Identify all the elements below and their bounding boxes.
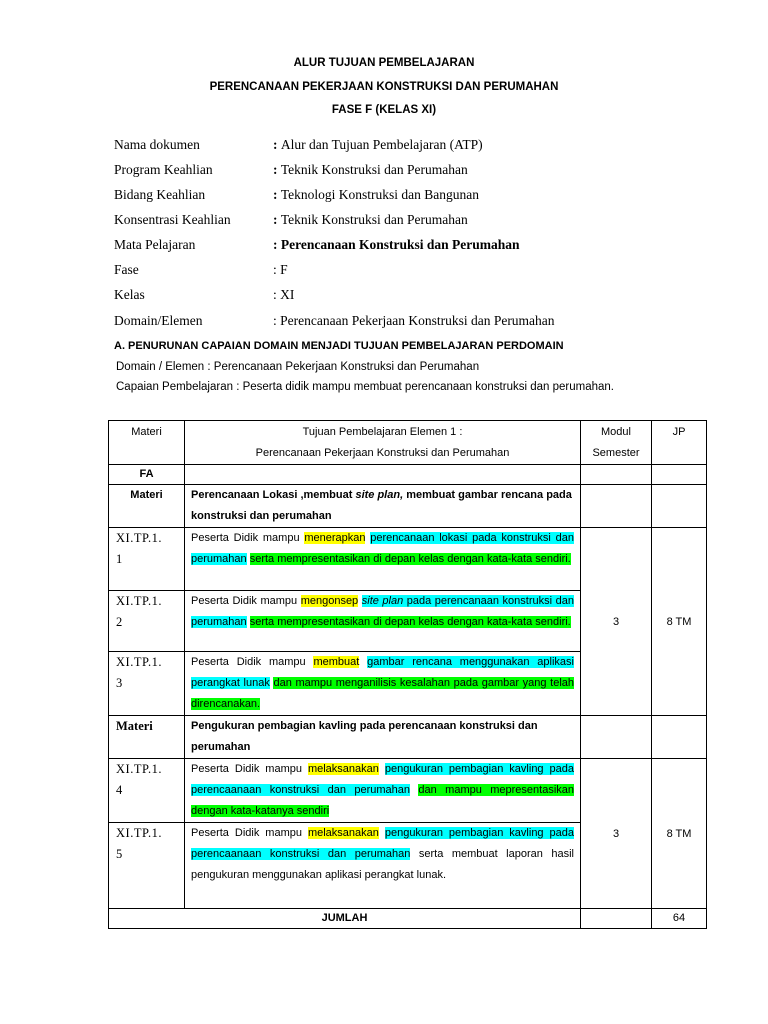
table-row bbox=[109, 759, 707, 823]
jp-value-1: 8 TM bbox=[652, 528, 707, 716]
tp-text-segment: menerapkan bbox=[304, 532, 366, 544]
meta-separator: : bbox=[273, 187, 281, 202]
meta-key: Mata Pelajaran bbox=[114, 237, 196, 252]
doc-subtitle: PERENCANAAN PEKERJAAN KONSTRUKSI DAN PERUMAHAN bbox=[209, 81, 559, 93]
section-a-heading: A. PENURUNAN CAPAIAN DOMAIN MENJADI TUJUAN PEMBELAJARAN PERDOMAIN bbox=[114, 340, 564, 352]
meta-separator: : bbox=[273, 287, 281, 302]
header-materi: Materi bbox=[109, 421, 185, 465]
meta-value-text: Teknik Konstruksi dan Perumahan bbox=[280, 162, 468, 177]
meta-separator: : bbox=[273, 313, 281, 328]
tp-text-segment: dan mampu mepresentasikan dengan kata-katanya sendiri bbox=[191, 784, 574, 817]
empty-cell bbox=[652, 465, 707, 485]
meta-value bbox=[273, 237, 520, 253]
atp-table bbox=[108, 420, 707, 929]
tp-code-line: XI.TP.1. bbox=[116, 594, 163, 608]
domain-line: Domain / Elemen : Perencanaan Pekerjaan Konstruksi dan Perumahan bbox=[116, 361, 480, 373]
meta-key: Domain/Elemen bbox=[114, 313, 203, 328]
empty-cell bbox=[652, 716, 707, 759]
meta-value bbox=[273, 262, 288, 278]
empty-cell bbox=[581, 465, 652, 485]
jp-value-2: 8 TM bbox=[652, 759, 707, 909]
tp-text-segment: membuat bbox=[313, 656, 360, 668]
tp-code-line: 1 bbox=[116, 552, 123, 566]
meta-value bbox=[273, 287, 294, 303]
meta-value bbox=[273, 137, 483, 153]
capaian-line: Capaian Pembelajaran : Peserta didik mampu membuat perencanaan konstruksi dan perumahan. bbox=[116, 381, 614, 393]
tp-text-segment: pada perencanaan konstruksi dan perumahan bbox=[191, 595, 574, 628]
tp-text-segment: serta membuat laporan hasil pengukuran menggunakan aplikasi perangkat lunak. bbox=[191, 848, 575, 881]
meta-value-text: Teknologi Konstruksi dan Bangunan bbox=[280, 187, 480, 202]
materi1-text-italic: site plan, bbox=[355, 489, 404, 501]
tp-code bbox=[109, 759, 185, 823]
materi2-label: Materi bbox=[109, 716, 185, 759]
table-row bbox=[109, 528, 707, 591]
tp-text-segment: gambar rencana menggunakan aplikasi perangkat lunak bbox=[191, 656, 574, 689]
tp-code-line: 5 bbox=[116, 847, 123, 861]
tp-text-segment: Peserta Didik mampu bbox=[191, 763, 308, 775]
tp-description bbox=[185, 823, 581, 909]
total-row bbox=[109, 909, 707, 929]
tp-description bbox=[185, 652, 581, 716]
modul-value-1: 3 bbox=[581, 528, 652, 716]
header-modul-line1: Modul bbox=[601, 426, 631, 438]
tp-text-segment bbox=[379, 827, 385, 839]
tp-code bbox=[109, 591, 185, 652]
tp-text-segment: pengukuran pembagian kavling pada perencaanaan konstruksi dan perumahan bbox=[191, 763, 574, 796]
empty-cell bbox=[581, 485, 652, 528]
empty-cell bbox=[185, 465, 581, 485]
modul-value-2: 3 bbox=[581, 759, 652, 909]
tp-text-segment bbox=[359, 656, 367, 668]
tp-description bbox=[185, 528, 581, 591]
materi2-text: Pengukuran pembagian kavling pada perencanaan konstruksi dan perumahan bbox=[185, 716, 581, 759]
jumlah-value: 64 bbox=[652, 909, 707, 929]
meta-key: Kelas bbox=[114, 287, 145, 302]
fa-label: FA bbox=[109, 465, 185, 485]
meta-value bbox=[273, 187, 479, 203]
tp-code-line: 3 bbox=[116, 676, 123, 690]
meta-separator: : bbox=[273, 262, 281, 277]
tp-text-segment: Peserta Didik mampu bbox=[191, 595, 301, 607]
tp-description bbox=[185, 591, 581, 652]
meta-value-text: XI bbox=[280, 287, 295, 302]
materi1-text-a: Perencanaan Lokasi ,membuat bbox=[191, 489, 356, 501]
meta-value bbox=[273, 212, 468, 228]
tp-code-line: XI.TP.1. bbox=[116, 826, 163, 840]
materi1-text bbox=[185, 485, 581, 528]
tp-code bbox=[109, 652, 185, 716]
tp-text-segment: serta mempresentasikan di depan kelas dengan kata-kata sendiri. bbox=[249, 553, 571, 565]
jumlah-label: JUMLAH bbox=[109, 909, 581, 929]
materi1-row bbox=[109, 485, 707, 528]
meta-separator: : bbox=[273, 212, 281, 227]
doc-phase: FASE F (KELAS XI) bbox=[331, 104, 437, 116]
empty-cell bbox=[652, 485, 707, 528]
meta-value-text: Perencanaan Konstruksi dan Perumahan bbox=[280, 237, 520, 252]
meta-separator: : bbox=[273, 237, 281, 252]
tp-text-segment: perencanaan lokasi pada konstruksi dan perumahan bbox=[191, 532, 574, 565]
meta-separator: : bbox=[273, 162, 281, 177]
tp-text-segment bbox=[379, 763, 385, 775]
meta-value-text: Perencanaan Pekerjaan Konstruksi dan Perumahan bbox=[280, 313, 555, 328]
tp-text-segment: dan mampu menganilisis kesalahan pada gambar yang telah direncanakan. bbox=[191, 677, 574, 710]
tp-text-segment: serta mempresentasikan di depan kelas dengan kata-kata sendiri. bbox=[249, 616, 571, 628]
header-tujuan-line1: Tujuan Pembelajaran Elemen 1 : bbox=[302, 426, 463, 438]
materi2-row bbox=[109, 716, 707, 759]
materi1-label: Materi bbox=[109, 485, 185, 528]
header-jp: JP bbox=[652, 421, 707, 465]
tp-text-segment: pengukuran pembagian kavling pada perencaanaan konstruksi dan perumahan bbox=[191, 827, 574, 860]
tp-text-segment: Peserta Didik mampu bbox=[191, 532, 305, 544]
meta-key: Konsentrasi Keahlian bbox=[114, 212, 231, 227]
materi1-text-b: membuat gambar rencana pada konstruksi dan perumahan bbox=[191, 489, 572, 522]
fa-row bbox=[109, 465, 707, 485]
meta-key: Fase bbox=[114, 262, 139, 277]
meta-separator: : bbox=[273, 137, 281, 152]
meta-value-text: Alur dan Tujuan Pembelajaran (ATP) bbox=[280, 137, 483, 152]
header-tujuan bbox=[185, 421, 581, 465]
tp-code-line: 2 bbox=[116, 615, 123, 629]
meta-value-text: Teknik Konstruksi dan Perumahan bbox=[280, 212, 468, 227]
doc-title: ALUR TUJUAN PEMBELAJARAN bbox=[293, 57, 475, 69]
tp-code bbox=[109, 823, 185, 909]
tp-code-line: XI.TP.1. bbox=[116, 531, 163, 545]
header-tujuan-line2: Perencanaan Pekerjaan Konstruksi dan Perumahan bbox=[255, 447, 510, 459]
tp-code-line: XI.TP.1. bbox=[116, 655, 163, 669]
tp-code bbox=[109, 528, 185, 591]
tp-code-line: XI.TP.1. bbox=[116, 762, 163, 776]
table-header-row bbox=[109, 421, 707, 465]
tp-description bbox=[185, 759, 581, 823]
meta-key: Bidang Keahlian bbox=[114, 187, 206, 202]
tp-text-segment: Peserta Didik mampu bbox=[191, 656, 314, 668]
tp-code-line: 4 bbox=[116, 783, 123, 797]
meta-value-text: F bbox=[280, 262, 288, 277]
tp-text-segment: site plan bbox=[361, 595, 404, 607]
empty-cell bbox=[581, 716, 652, 759]
tp-text-segment: melaksanakan bbox=[307, 763, 379, 775]
meta-value bbox=[273, 162, 468, 178]
meta-key: Nama dokumen bbox=[114, 137, 200, 152]
header-modul bbox=[581, 421, 652, 465]
meta-key: Program Keahlian bbox=[114, 162, 213, 177]
empty-cell bbox=[581, 909, 652, 929]
tp-text-segment: Peserta Didik mampu bbox=[191, 827, 308, 839]
tp-text-segment: mengonsep bbox=[300, 595, 359, 607]
header-modul-line2: Semester bbox=[592, 447, 640, 459]
tp-text-segment: melaksanakan bbox=[307, 827, 379, 839]
meta-value bbox=[273, 313, 555, 329]
